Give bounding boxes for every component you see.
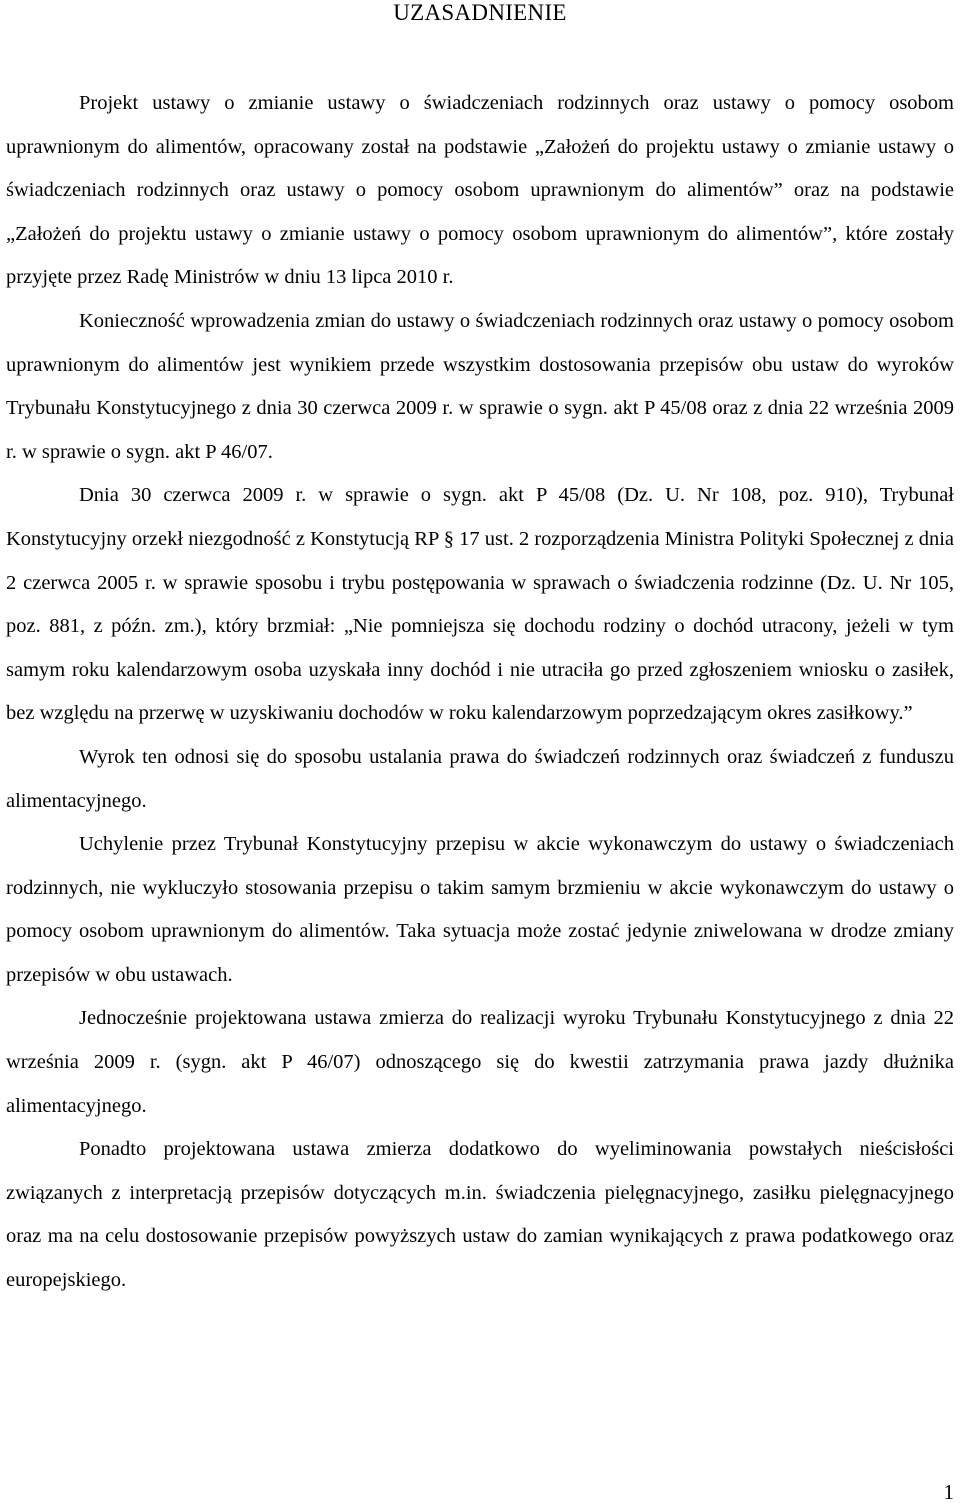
paragraph-ruling-scope: Wyrok ten odnosi się do sposobu ustalania prawa do świadczeń rodzinnych oraz świadczeń z funduszu alimentacyjnego. [6, 745, 954, 812]
paragraph-need-for-changes: Konieczność wprowadzenia zmian do ustawy o świadczeniach rodzinnych oraz ustawy o pomocy osobom uprawnionym do alimentów jest wynikiem przede wszystkim dostosowania przepisów obu ustaw do wyroków Trybunału Konstytucyjnego z dnia 30 czerwca 2009 r. w sprawie o sygn. akt P 45/08 oraz z dnia 22 września 2009 r. w sprawie o sygn. akt P 46/07. [6, 309, 954, 463]
paragraph-driving-licence: Jednocześnie projektowana ustawa zmierza do realizacji wyroku Trybunału Konstytucyjnego z dnia 22 września 2009 r. (sygn. akt P 46/07) odnoszącego się do kwestii zatrzymania prawa jazdy dłużnika alimentacyjnego. [6, 1007, 954, 1117]
paragraph-repeal-effect: Uchylenie przez Trybunał Konstytucyjny przepisu w akcie wykonawczym do ustawy o świadczeniach rodzinnych, nie wykluczyło stosowania przepisu o takim samym brzmieniu w akcie wykonawczym do ustawy o pomocy osobom uprawnionym do alimentów. Taka sytuacja może zostać jedynie zniwelowana w drodze zmiany przepisów w obu ustawach. [6, 833, 954, 986]
paragraph-tribunal-ruling: Dnia 30 czerwca 2009 r. w sprawie o sygn. akt P 45/08 (Dz. U. Nr 108, poz. 910), Trybunał Konstytucyjny orzekł niezgodność z Konstytucją RP § 17 ust. 2 rozporządzenia Ministra Polityki Społecznej z dnia 2 czerwca 2005 r. w sprawie sposobu i trybu postępowania w sprawach o świadczenia rodzinne (Dz. U. Nr 105, poz. 881, z późn. zm.), który brzmiał: „Nie pomniejsza się dochodu rodziny o dochód utracony, jeżeli w tym samym roku kalendarzowym osoba uzyskała inny dochód i nie utraciła go przed zgłoszeniem wniosku o zasiłek, bez względu na przerwę w uzyskiwaniu dochodów w roku kalendarzowym poprzedzającym okres zasiłkowy.” [6, 484, 954, 725]
document-title: UZASADNIENIE [393, 0, 567, 25]
document-page [6, 0, 954, 1303]
page-number: 1 [943, 1480, 954, 1504]
paragraph-additional-changes: Ponadto projektowana ustawa zmierza dodatkowo do wyeliminowania powstałych nieścisłości związanych z interpretacją przepisów dotyczących m.in. świadczenia pielęgnacyjnego, zasiłku pielęgnacyjnego oraz ma na celu dostosowanie przepisów powyższych ustaw do zamian wynikających z prawa podatkowego oraz europejskiego. [6, 1138, 954, 1292]
paragraph-legal-basis: Projekt ustawy o zmianie ustawy o świadczeniach rodzinnych oraz ustawy o pomocy osobom uprawnionym do alimentów, opracowany został na podstawie „Założeń do projektu ustawy o zmianie ustawy o świadczeniach rodzinnych oraz ustawy o pomocy osobom uprawnionym do alimentów” oraz na podstawie „Założeń do projektu ustawy o zmianie ustawy o pomocy osobom uprawnionym do alimentów”, które zostały przyjęte przez Radę Ministrów w dniu 13 lipca 2010 r. [6, 92, 954, 289]
